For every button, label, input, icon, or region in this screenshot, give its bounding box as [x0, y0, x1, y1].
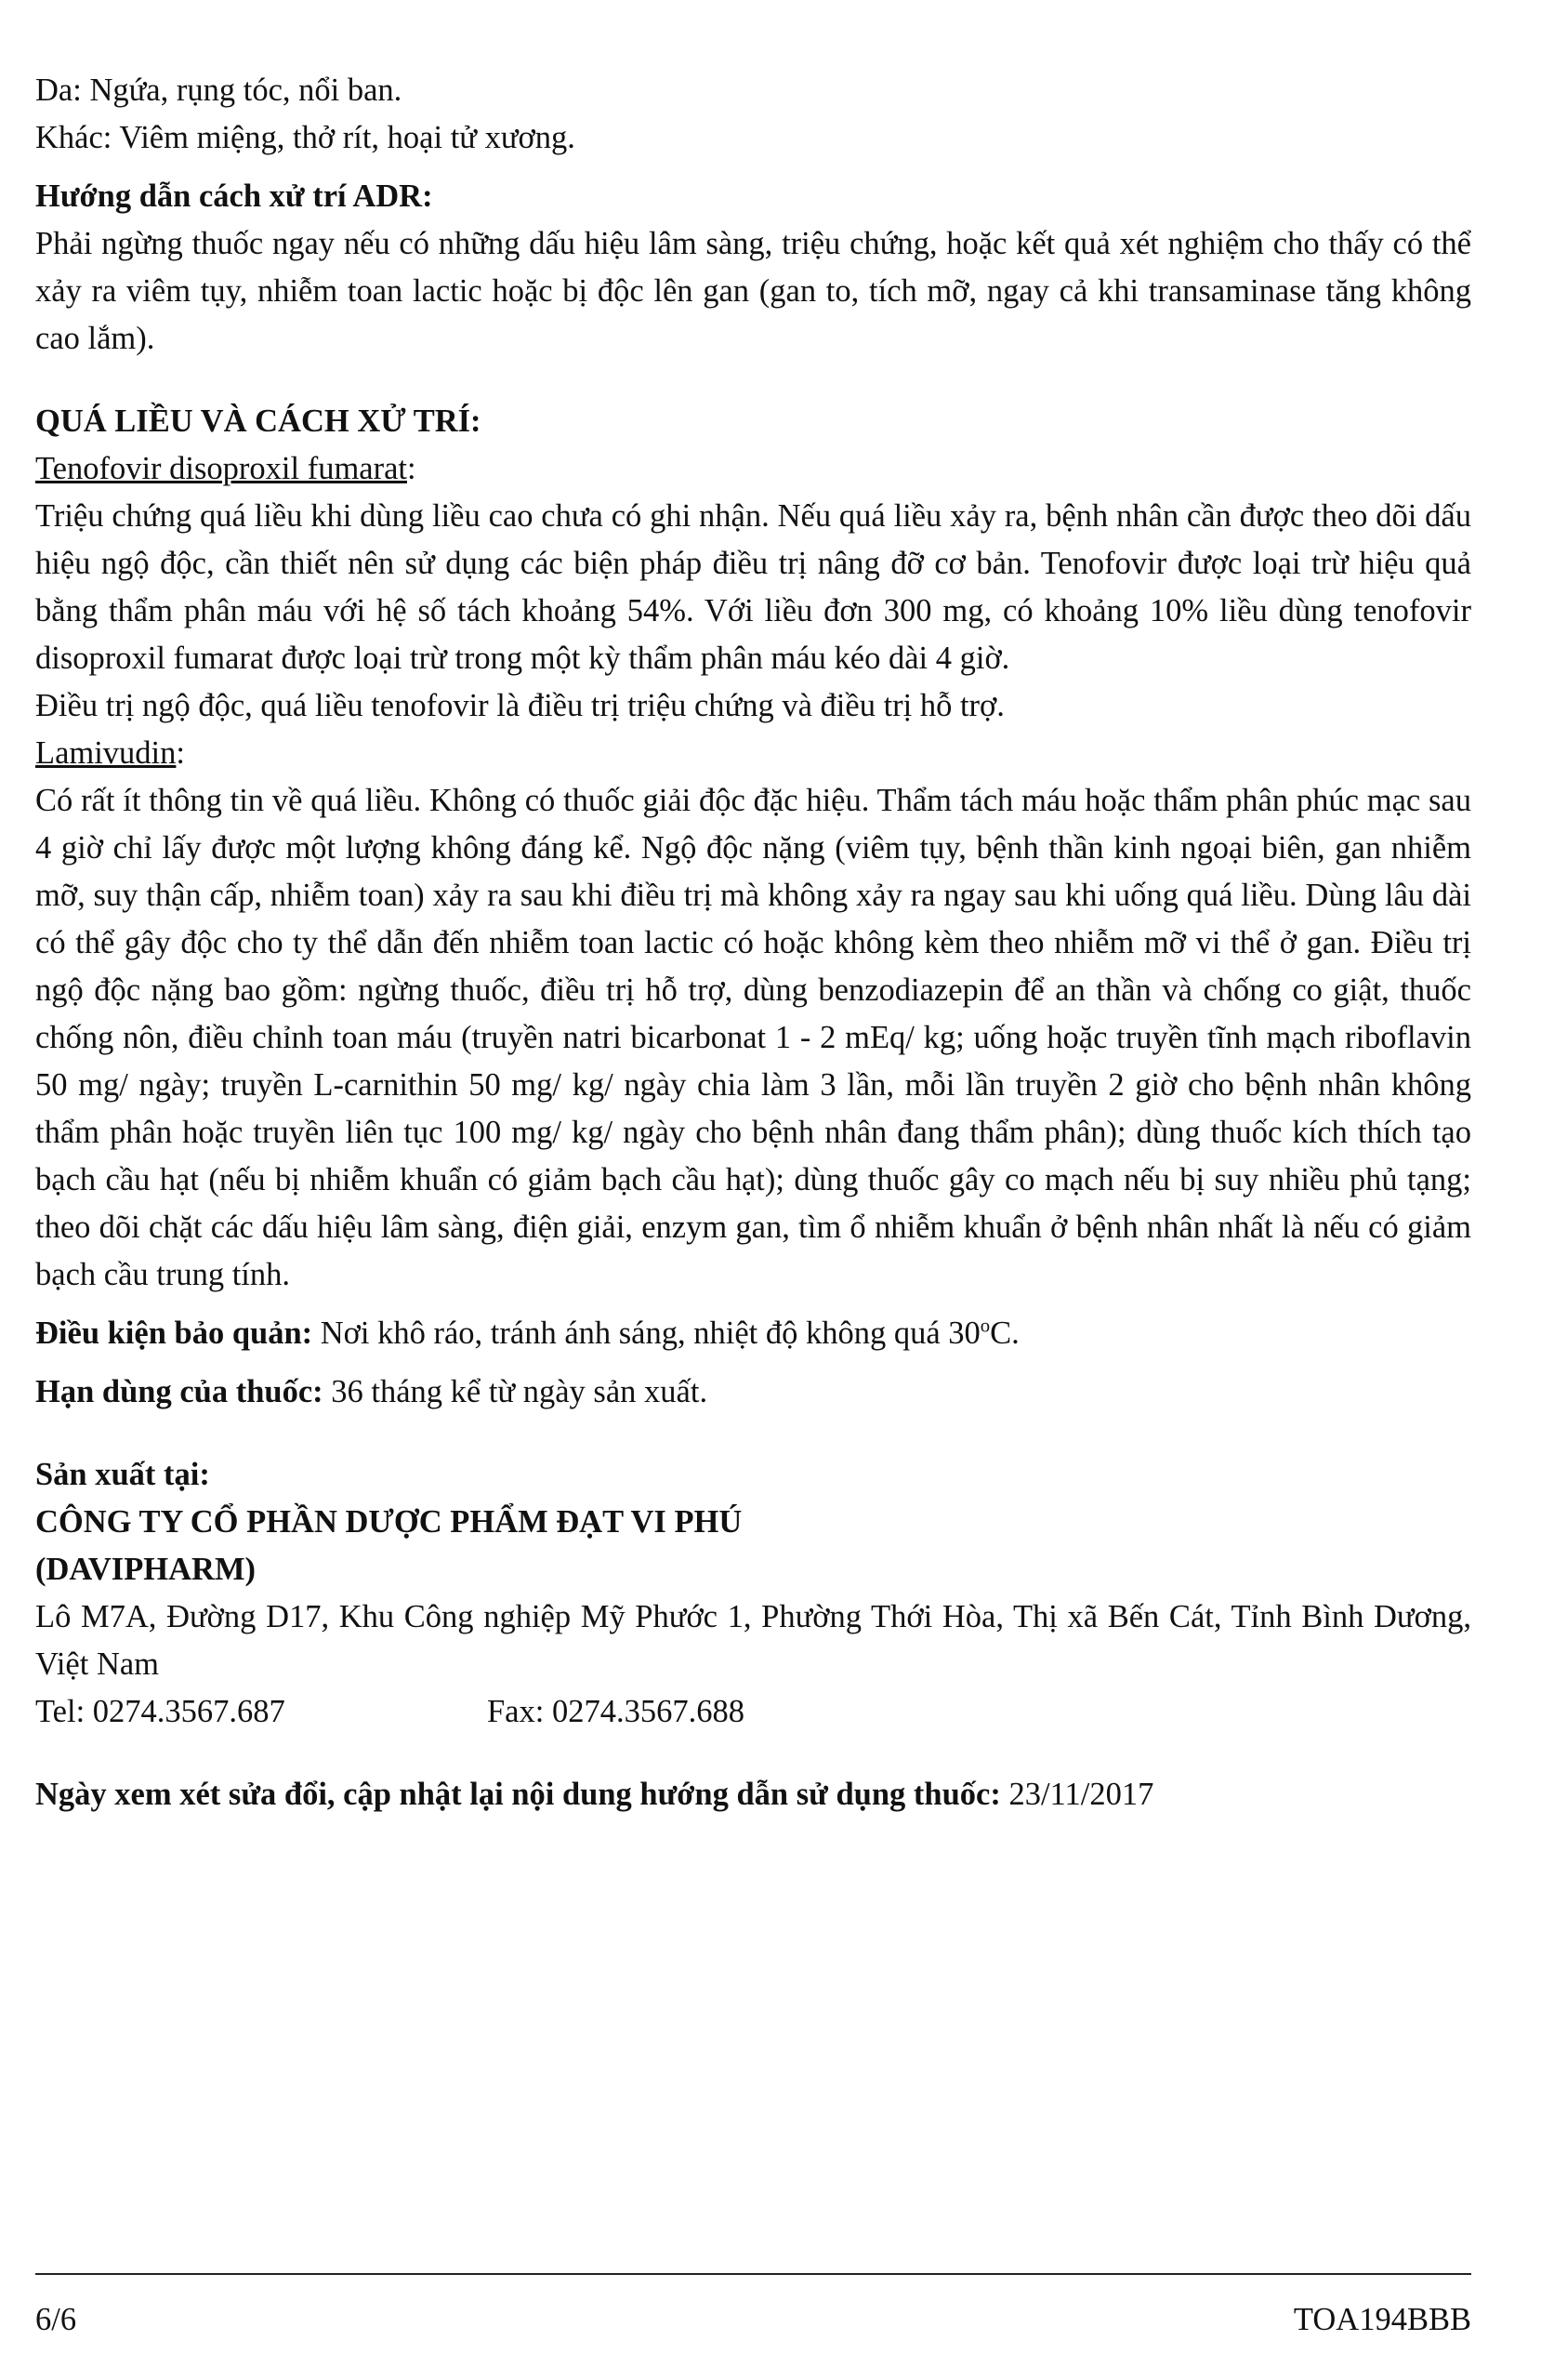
adr-handling-text: Phải ngừng thuốc ngay nếu có những dấu hiệu lâm sàng, triệu chứng, hoặc kết quả xét nghiệm cho thấy có thể xảy ra viêm tụy, nhiễm toan lactic hoặc bị độc lên gan (gan to, tích mỡ, ngay cả khi transaminase tăng không cao lắm). — [35, 226, 1471, 356]
manufacturer-fax: Fax: 0274.3567.688 — [487, 1694, 744, 1729]
storage-text: Nơi khô ráo, tránh ánh sáng, nhiệt độ không quá 30 — [312, 1316, 981, 1351]
storage-label: Điều kiện bảo quản: — [35, 1316, 313, 1351]
shelf-life-text: 36 tháng kể từ ngày sản xuất. — [323, 1374, 708, 1409]
page-number: 6/6 — [35, 2302, 77, 2337]
adr-skin: Da: Ngứa, rụng tóc, nổi ban. — [35, 73, 402, 108]
storage-line — [35, 1310, 1471, 1357]
storage-unit: C. — [990, 1316, 1020, 1351]
revision-line — [35, 1771, 1471, 1818]
tenofovir-subheading: Tenofovir disoproxil fumarat: — [35, 451, 416, 486]
revision-date: 23/11/2017 — [1000, 1777, 1154, 1812]
shelf-life-label: Hạn dùng của thuốc: — [35, 1374, 323, 1409]
contact-row — [35, 1688, 1471, 1736]
document-page — [35, 67, 1471, 1818]
lamivudin-overdose-text: Có rất ít thông tin về quá liều. Không có thuốc giải độc đặc hiệu. Thẩm tách máu hoặc thẩm phân phúc mạc sau 4 giờ chỉ lấy được một lượng không đáng kể. Ngộ độc nặng (viêm tụy, bệnh thần kinh ngoại biên, gan nhiễm mỡ, suy thận cấp, nhiễm toan) xảy ra sau khi điều trị mà không xảy ra ngay sau khi uống quá liều. Dùng lâu dài có thể gây độc cho ty thể dẫn đến nhiễm toan lactic có hoặc không kèm theo nhiễm mỡ vi thể ở gan. Điều trị ngộ độc nặng bao gồm: ngừng thuốc, điều trị hỗ trợ, dùng benzodiazepin để an thần và chống co giật, thuốc chống nôn, điều chỉnh toan máu (truyền natri bicarbonat 1 - 2 mEq/ kg; uống hoặc truyền tĩnh mạch riboflavin 50 mg/ ngày; truyền L-carnithin 50 mg/ kg/ ngày chia làm 3 lần, mỗi lần truyền 2 giờ cho bệnh nhân không thẩm phân hoặc truyền liên tục 100 mg/ kg/ ngày cho bệnh nhân đang thẩm phân); dùng thuốc kích thích tạo bạch cầu hạt (nếu bị nhiễm khuẩn có giảm bạch cầu hạt); dùng thuốc gây co mạch nếu bị suy nhiều phủ tạng; theo dõi chặt các dấu hiệu lâm sàng, điện giải, enzym gan, tìm ổ nhiễm khuẩn ở bệnh nhân nhất là nếu có giảm bạch cầu trung tính. — [35, 783, 1471, 1292]
manufacturer-address: Lô M7A, Đường D17, Khu Công nghiệp Mỹ Phước 1, Phường Thới Hòa, Thị xã Bến Cát, Tỉnh Bình Dương, Việt Nam — [35, 1599, 1471, 1682]
page-footer — [35, 2301, 1471, 2338]
shelf-life-line — [35, 1368, 1471, 1416]
document-code: TOA194BBB — [1293, 2302, 1471, 2337]
tenofovir-overdose-text: Triệu chứng quá liều khi dùng liều cao chưa có ghi nhận. Nếu quá liều xảy ra, bệnh nhân cần được theo dõi dấu hiệu ngộ độc, cần thiết nên sử dụng các biện pháp điều trị nâng đỡ cơ bản. Tenofovir được loại trừ hiệu quả bằng thẩm phân máu với hệ số tách khoảng 54%. Với liều đơn 300 mg, có khoảng 10% liều dùng tenofovir disoproxil fumarat được loại trừ trong một kỳ thẩm phân máu kéo dài 4 giờ. — [35, 498, 1471, 676]
storage-degree: o — [980, 1316, 991, 1337]
revision-label: Ngày xem xét sửa đổi, cập nhật lại nội dung hướng dẫn sử dụng thuốc: — [35, 1777, 1001, 1812]
lamivudin-label: Lamivudin — [35, 735, 177, 771]
manufacturer-company: CÔNG TY CỔ PHẦN DƯỢC PHẨM ĐẠT VI PHÚ — [35, 1504, 743, 1540]
adr-other: Khác: Viêm miệng, thở rít, hoại tử xương. — [35, 120, 575, 155]
manufacturer-label: Sản xuất tại: — [35, 1457, 210, 1492]
footer-divider — [35, 2273, 1471, 2275]
tenofovir-label: Tenofovir disoproxil fumarat — [35, 451, 407, 486]
manufacturer-tel: Tel: 0274.3567.687 — [35, 1694, 285, 1729]
adr-handling-heading: Hướng dẫn cách xử trí ADR: — [35, 178, 433, 214]
manufacturer-short-name: (DAVIPHARM) — [35, 1552, 257, 1587]
overdose-heading: QUÁ LIỀU VÀ CÁCH XỬ TRÍ: — [35, 403, 481, 439]
tenofovir-treatment-text: Điều trị ngộ độc, quá liều tenofovir là điều trị triệu chứng và điều trị hỗ trợ. — [35, 688, 1005, 723]
lamivudin-subheading: Lamivudin: — [35, 735, 185, 771]
